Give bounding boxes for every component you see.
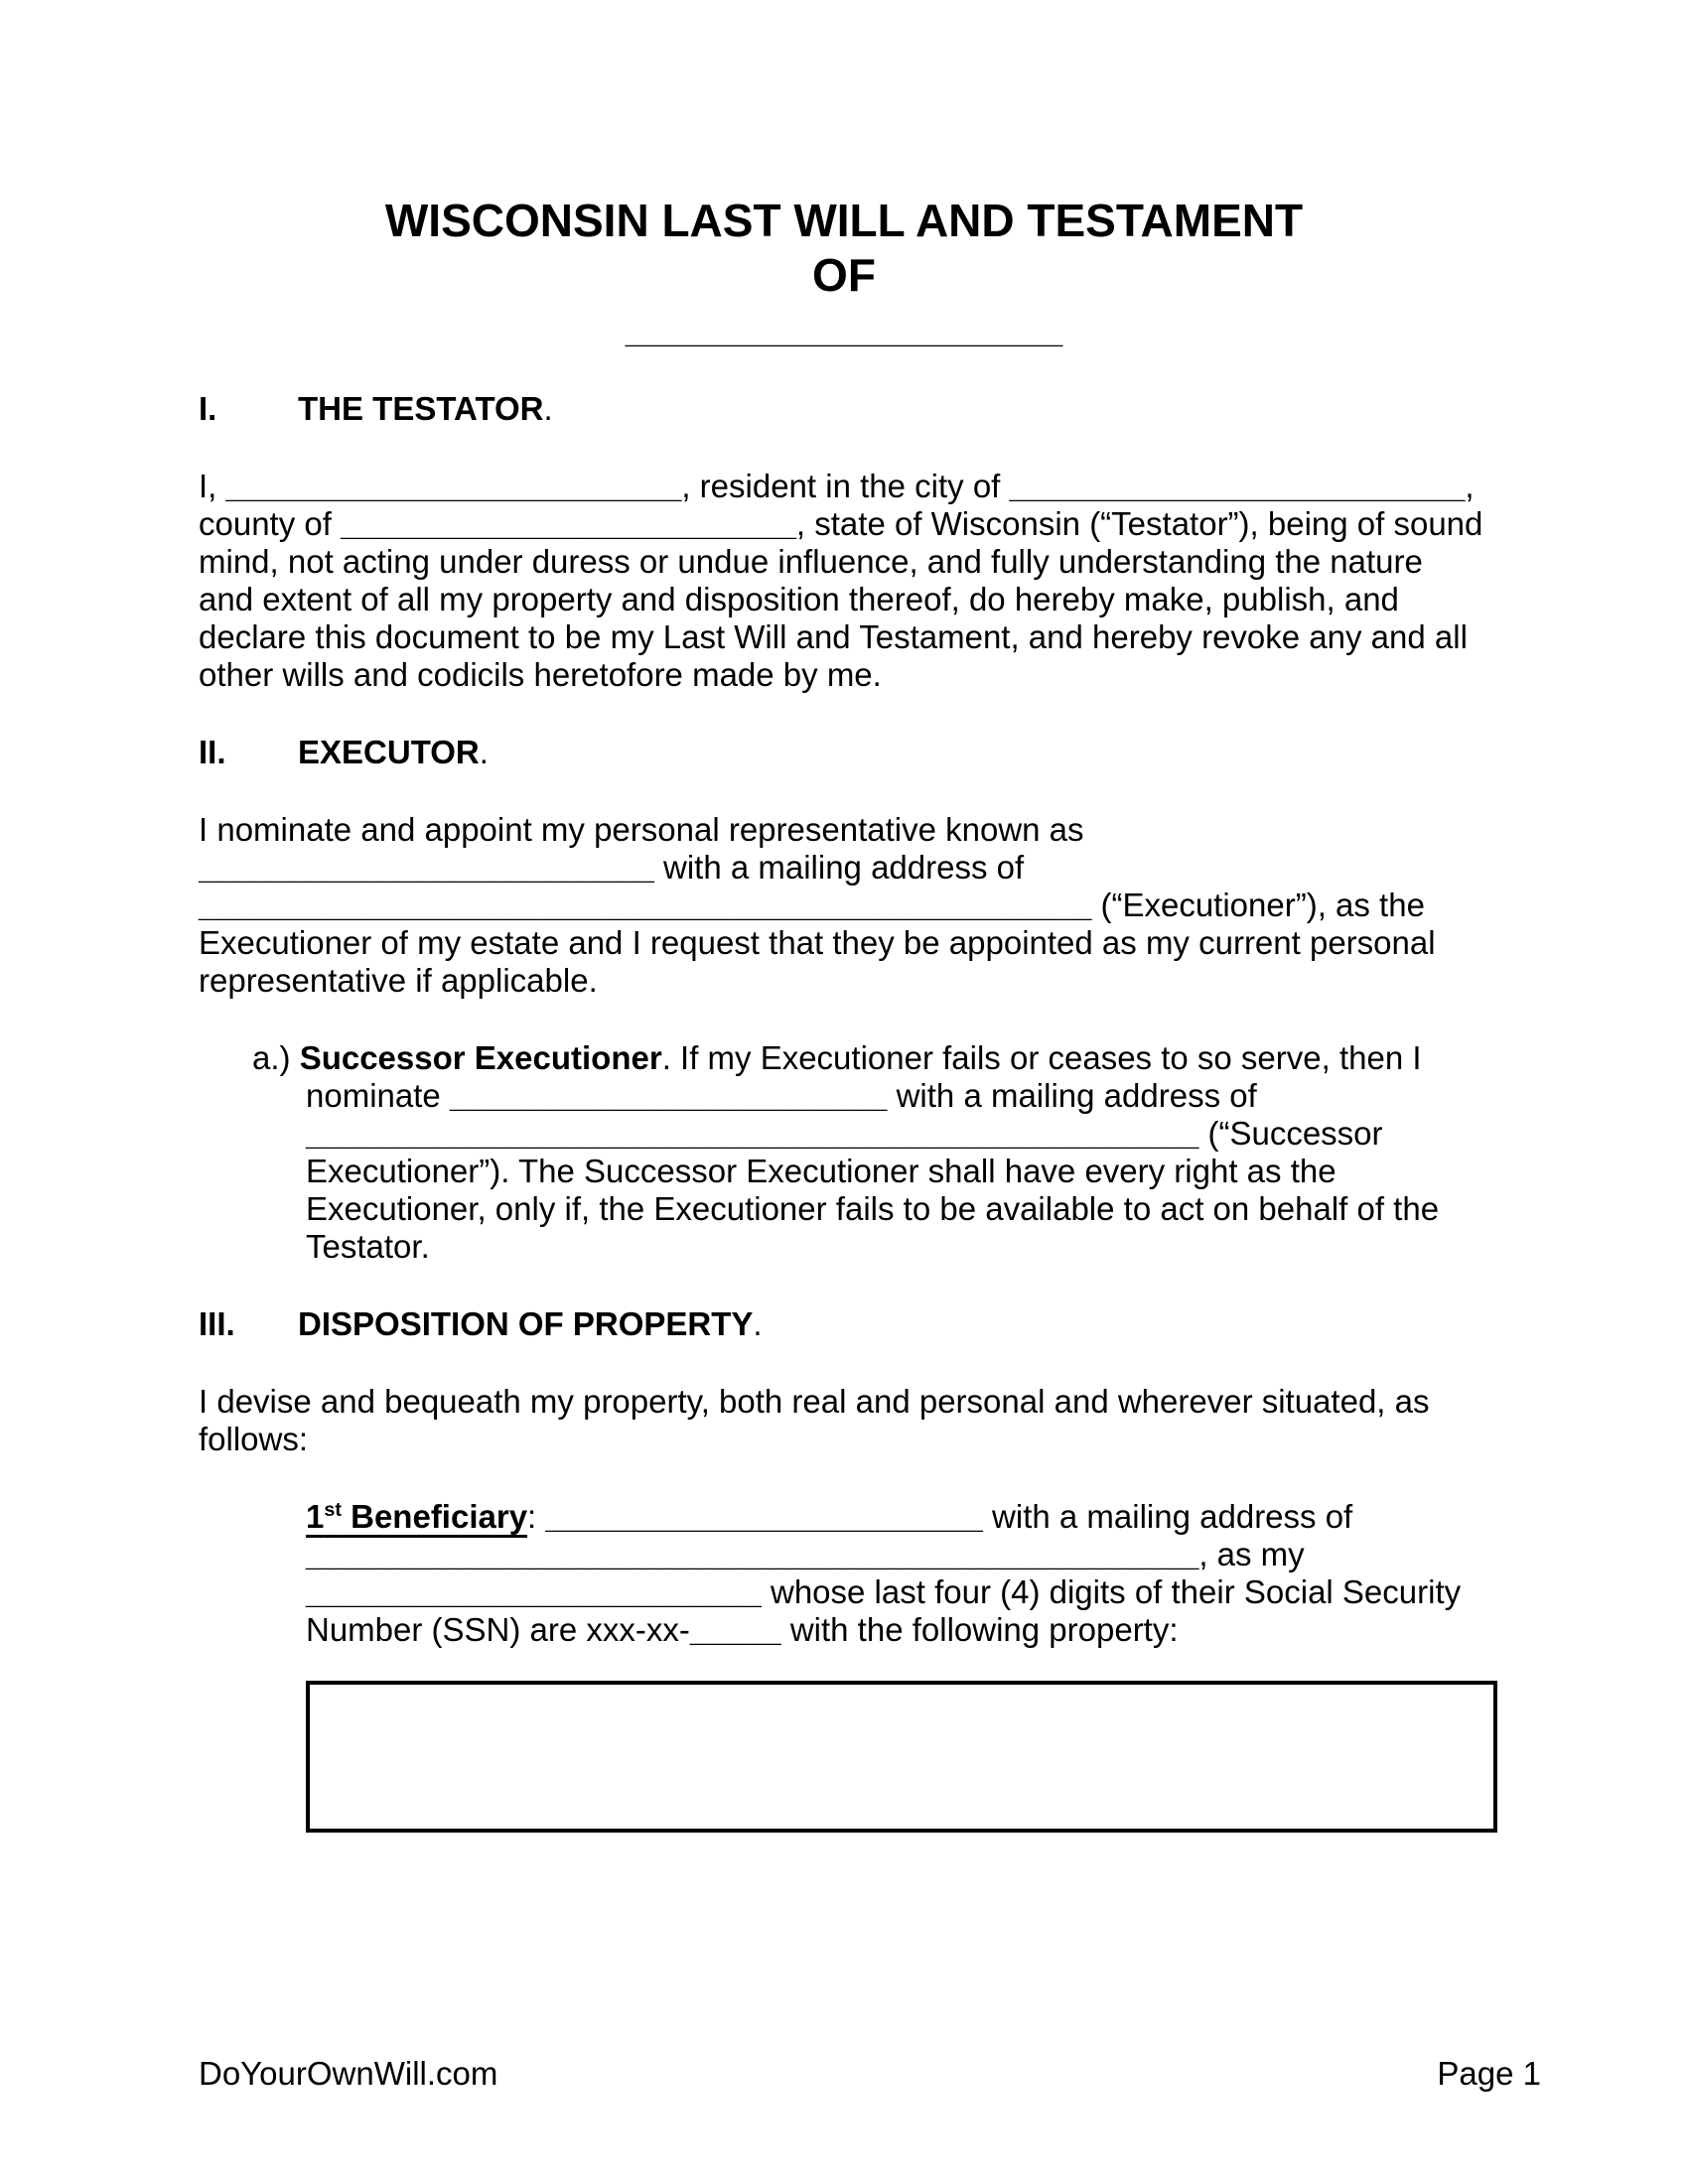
form-line [199,1077,1539,1115]
form-line [199,924,1539,962]
text-run: declare this document to be my Last Will and Testament, and hereby revoke any and all [199,618,1468,655]
ordinal-suffix [324,1498,342,1535]
fill-in-blank: _________________________________________________ [199,887,1092,923]
property-box [306,1681,1497,1833]
section-title: THE TESTATOR [298,390,544,427]
fill-in-blank: _________________________ [341,505,796,542]
testator-name-blank-row [0,313,1688,350]
form-line [199,1228,1539,1266]
section-heading [199,1305,1539,1343]
form-line [199,543,1539,581]
fill-in-blank: _________________________ [199,849,654,886]
section-number: III. [199,1305,235,1342]
fill-in-blank: ________________________ [449,1077,888,1114]
text-run: (“Successor [1198,1115,1383,1152]
text-run: nominate [306,1077,450,1114]
fill-in-blank: _________________________ [1009,468,1466,504]
document-title-line1: WISCONSIN LAST WILL AND TESTAMENT [384,195,1304,246]
fill-in-blank: _____ [689,1611,781,1648]
paragraph [199,811,1539,1000]
form-line [199,811,1539,849]
text-run: with a mailing address of [982,1498,1353,1535]
section-heading [199,734,1539,771]
section-title: DISPOSITION OF PROPERTY [298,1305,754,1342]
section-title-period: . [543,390,553,427]
form-line [199,887,1539,924]
text-run: I devise and bequeath my property, both real and personal and wherever situated, as [199,1383,1430,1420]
section-title: EXECUTOR [298,734,480,770]
testator-name-blank: ________________________ [625,313,1063,349]
fill-in-blank: _________________________________________________ [306,1115,1199,1152]
section-title-period: . [753,1305,763,1342]
document-title-line2: OF [812,249,876,301]
form-line [199,1153,1539,1190]
fill-in-blank: _________________________ [225,468,682,504]
text-run: , [1465,468,1475,504]
form-line [199,1498,1539,1536]
text-run: Testator. [306,1228,430,1265]
section-heading [199,390,1539,428]
footer-page-number: Page 1 [1437,2055,1541,2092]
form-line [199,468,1539,505]
section-title-period: . [479,734,489,770]
text-run: Successor Executioner [299,1039,662,1076]
form-line [199,962,1539,1000]
form-line [199,1039,1539,1077]
superscript-text: st [324,1499,342,1521]
text-run: Executioner”). The Successor Executioner shall have every right as the [306,1153,1336,1189]
form-line [199,1611,1539,1649]
text-run: (“Executioner”), as the [1091,887,1425,923]
form-line [199,1536,1539,1573]
text-run: mind, not acting under duress or undue influence, and fully understanding the nature [199,543,1423,580]
form-line [199,1421,1539,1458]
text-run: I, [199,468,226,504]
document-title [0,0,1688,303]
fill-in-blank: ________________________ [545,1498,983,1535]
text-run: : [527,1498,546,1535]
text-run: with a mailing address of [887,1077,1257,1114]
footer-site-text: DoYourOwnWill.com [199,2055,498,2092]
paragraph [199,1039,1539,1266]
fill-in-blank: _________________________ [306,1573,762,1610]
text-run: , resident in the city of [681,468,1010,504]
text-run: follows: [199,1421,309,1457]
text-run: 1 [306,1498,325,1535]
form-line [199,1115,1539,1153]
text-run: with the following property: [780,1611,1179,1648]
section-number: II. [199,734,226,770]
form-line [199,849,1539,887]
text-run: and extent of all my property and disposition thereof, do hereby make, publish, and [199,581,1399,617]
text-run: county of [199,505,342,542]
form-line [199,505,1539,543]
paragraph [199,1383,1539,1458]
paragraph [199,468,1539,694]
text-run: with a mailing address of [653,849,1025,886]
text-run: representative if applicable. [199,962,598,999]
text-run: Executioner of my estate and I request that they be appointed as my current personal [199,924,1436,961]
text-run: Number (SSN) are xxx-xx- [306,1611,690,1648]
form-line [199,656,1539,694]
text-run: Beneficiary [341,1498,528,1535]
text-run: whose last four (4) digits of their Social Security [761,1573,1462,1610]
form-line [199,618,1539,656]
text-run: other wills and codicils heretofore made by me. [199,656,882,693]
form-line [199,1573,1539,1611]
fill-in-blank: _________________________________________________ [306,1536,1199,1572]
text-run: Executioner, only if, the Executioner fails to be available to act on behalf of the [306,1190,1440,1227]
document-footer [199,2055,1541,2093]
text-run: I nominate and appoint my personal representative known as [199,811,1084,848]
form-line [199,1383,1539,1421]
form-line [199,1190,1539,1228]
paragraph [199,1498,1539,1649]
form-line [199,581,1539,618]
text-run: a.) [252,1039,300,1076]
document-content [0,390,1688,1833]
section-number: I. [199,390,217,427]
text-run: . If my Executioner fails or ceases to so serve, then I [661,1039,1422,1076]
text-run: , as my [1198,1536,1305,1572]
text-run: , state of Wisconsin (“Testator”), being of sound [795,505,1483,542]
